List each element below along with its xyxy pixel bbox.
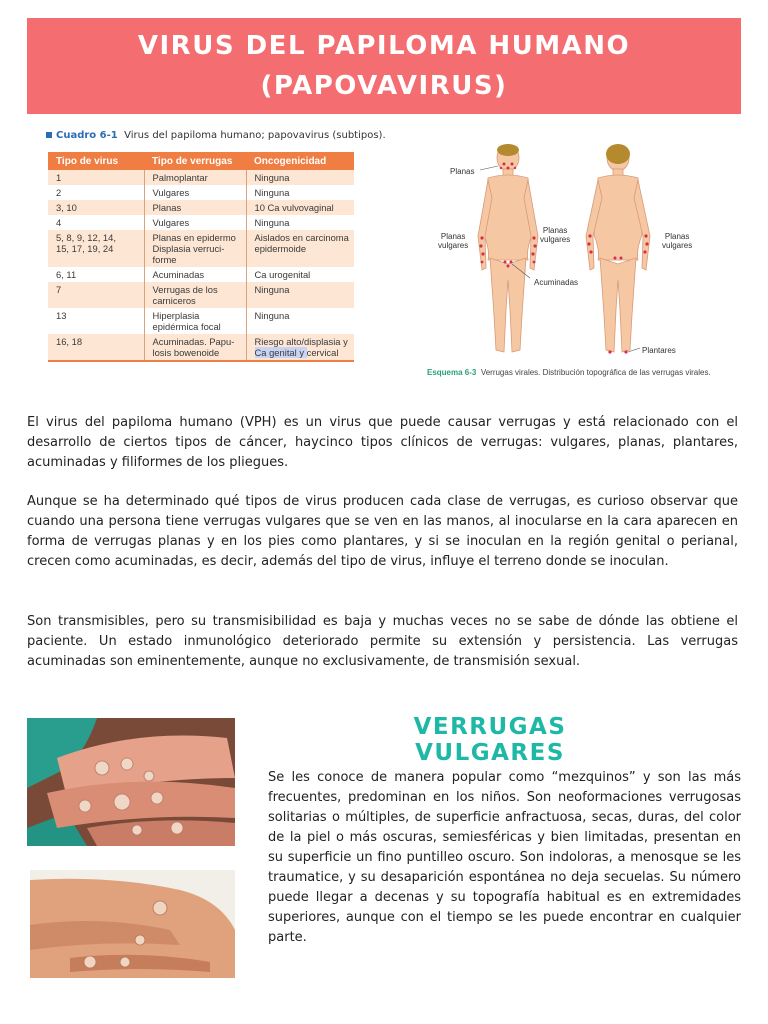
table-cell: 1	[48, 170, 144, 185]
table-cell: Aislados en carcinoma epidermoide	[246, 230, 354, 267]
label-planas-vulgares-right: Planas vulgares	[662, 232, 693, 250]
table-row	[48, 200, 354, 215]
label-acuminadas: Acuminadas	[534, 278, 579, 287]
table-cell: Ninguna	[246, 215, 354, 230]
table-row	[48, 308, 354, 334]
table-cell: Hiperplasia epidérmica focal	[144, 308, 246, 334]
intro-paragraph: El virus del papiloma humano (VPH) es un virus que puede causar verrugas y está relacionado con el desarrollo de ciertos tipos de cáncer, haycinco tipos clínicos de verrugas: vulgares, planas, plantares, acuminadas y filiformes de los pliegues.	[27, 415, 738, 470]
table-cell: Palmoplantar	[144, 170, 246, 185]
label-plantares: Plantares	[642, 346, 676, 355]
table-cell: Ninguna	[246, 185, 354, 200]
table-row	[48, 282, 354, 308]
table-row	[48, 230, 354, 267]
table-cell: 3, 10	[48, 200, 144, 215]
table-cell: Ca urogenital	[246, 267, 354, 282]
table-cell: 5, 8, 9, 12, 14, 15, 17, 19, 24	[48, 230, 144, 267]
table-cell: 4	[48, 215, 144, 230]
table-cell: Acuminadas	[144, 267, 246, 282]
caption-square-icon	[46, 132, 52, 138]
section-paragraph: Se les conoce de manera popular como “mezquinos” y son las más frecuentes, predominan en los niños. Son neoformaciones verrugosas solitarias o múltiples, de superficie anfractuosa, secas, duras, del color de la piel o más oscuras, semiesféricas y bien limitadas, presentan en su superficie un fino puntilleo oscuro. Son indoloras, a menosque se les traumatice, y su desaparición espontánea no deja secuelas. Su número puede llegar a decenas y su topografía habitual es en extremidades superiores, aunque con el tiempo se les puede encontrar en cualquier parte.	[268, 770, 741, 945]
table-caption-number: Cuadro 6-1	[56, 130, 118, 141]
table-header-cell: Tipo de virus	[48, 152, 144, 170]
table-cell: 16, 18	[48, 334, 144, 361]
table-cell: Vulgares	[144, 185, 246, 200]
table-header-cell: Oncogenicidad	[246, 152, 354, 170]
table-cell: 7	[48, 282, 144, 308]
body-caption-number: Esquema 6-3	[427, 368, 477, 377]
table-cell: Planas	[144, 200, 246, 215]
immunity-paragraph: Son transmisibles, pero su transmisibilidad es baja y muchas veces no se sabe de dónde las obtiene el paciente. Un estado inmunológico deteriorado permite su extensión y persistencia. Las verrugas acuminadas son eminentemente, aunque no exclusivamente, de transmisión sexual.	[27, 614, 738, 669]
table-cell: Ninguna	[246, 170, 354, 185]
page-title-line1: VIRUS DEL PAPILOMA HUMANO	[137, 31, 631, 61]
table-cell: Ninguna	[246, 308, 354, 334]
section-title: VERRUGAS VULGARES	[413, 714, 567, 766]
warts-hand-photo-1	[27, 718, 235, 846]
title-banner	[27, 18, 741, 114]
table-cell: 6, 11	[48, 267, 144, 282]
table-cell: Planas en epidermo Displasia verruci- forme	[144, 230, 246, 267]
table-cell: Vulgares	[144, 215, 246, 230]
table-row	[48, 185, 354, 200]
label-planas: Planas	[450, 167, 475, 176]
label-planas-vulgares-mid: Planas vulgares	[540, 226, 571, 244]
table-cell: Verrugas de los carniceros	[144, 282, 246, 308]
body-caption-text: Verrugas virales. Distribución topográfica de las verrugas virales.	[480, 368, 711, 377]
table-cell: Ninguna	[246, 282, 354, 308]
table-row	[48, 170, 354, 185]
body-figure-caption	[427, 368, 717, 378]
virus-types-table	[48, 152, 354, 362]
table-caption-text: Virus del papiloma humano; papovavirus (subtipos).	[124, 130, 386, 141]
table-cell: 13	[48, 308, 144, 334]
table-cell: Acuminadas. Papu- losis bowenoide	[144, 334, 246, 361]
body-distribution-figure	[422, 140, 722, 395]
transmission-paragraph: Aunque se ha determinado qué tipos de virus producen cada clase de verrugas, es curioso observar que cuando una persona tiene verrugas vulgares que se ven en las manos, al inocularse en la cara aparecen en forma de verrugas planas y en los pies como plantares, y si se inoculan en la región genital o perianal, crecen como acuminadas, es decir, además del tipo de virus, influye el terreno donde se inoculan.	[27, 494, 738, 569]
highlighted-text: Ca genital y	[254, 347, 307, 358]
table-cell: 10 Ca vulvovaginal	[246, 200, 354, 215]
table-row	[48, 334, 354, 361]
table-row	[48, 215, 354, 230]
table-caption	[46, 130, 386, 141]
table-cell: Riesgo alto/displasia y Ca genital y cervical	[246, 334, 354, 361]
table-row	[48, 267, 354, 282]
warts-hand-photo-2	[30, 870, 235, 978]
table-header-cell: Tipo de verrugas	[144, 152, 246, 170]
page-title-line2: (PAPOVAVIRUS)	[260, 71, 508, 101]
virus-table-figure	[46, 130, 386, 392]
label-planas-vulgares-left: Planas vulgares	[438, 232, 469, 250]
table-cell: 2	[48, 185, 144, 200]
